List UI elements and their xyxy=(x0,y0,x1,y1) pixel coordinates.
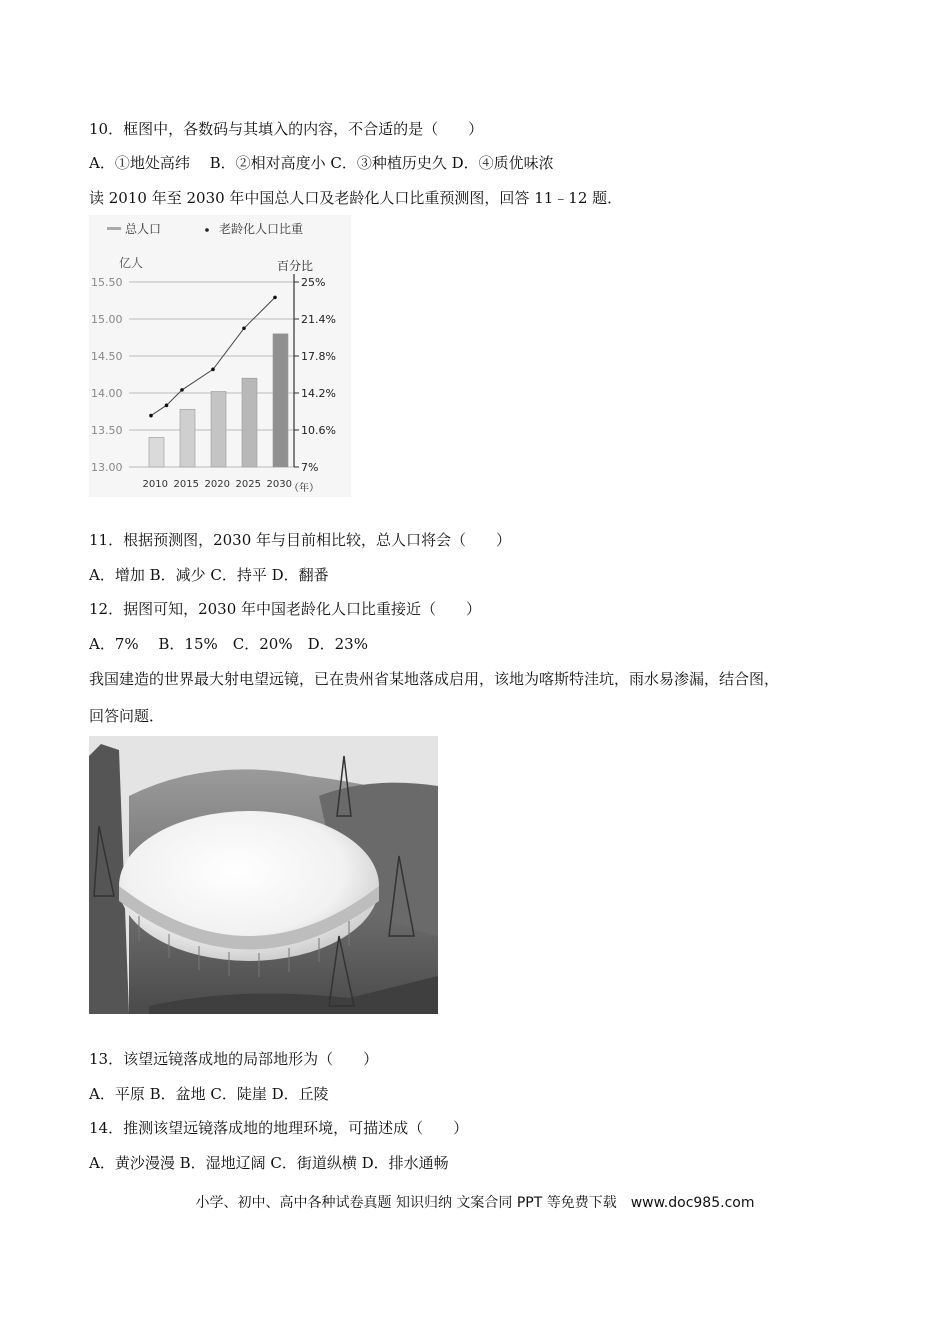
right-tick-label: 7% xyxy=(301,461,319,474)
y-left-label: 亿人 xyxy=(119,256,144,270)
question-14-options: A．黄沙漫漫 B．湿地辽阔 C．街道纵横 D．排水通畅 xyxy=(89,1154,449,1172)
y-right-label: 百分比 xyxy=(277,259,314,273)
right-tick-label: 10.6% xyxy=(301,424,336,437)
legend-aging: 老龄化人口比重 xyxy=(219,222,304,236)
aging-ratio-point xyxy=(273,296,277,300)
legend-swatch-aging xyxy=(205,228,209,232)
question-11-options: A．增加 B．减少 C．持平 D．翻番 xyxy=(89,566,329,584)
left-tick-label: 15.00 xyxy=(91,313,123,326)
aging-ratio-point xyxy=(180,388,184,392)
left-tick-label: 14.00 xyxy=(91,387,123,400)
aging-ratio-point xyxy=(242,326,246,330)
population-bar xyxy=(242,378,257,467)
left-tick-label: 13.00 xyxy=(91,461,123,474)
aging-ratio-point xyxy=(211,368,215,372)
question-13-stem: 13．该望远镜落成地的局部地形为（ ） xyxy=(89,1050,379,1068)
question-13-options: A．平原 B．盆地 C．陡崖 D．丘陵 xyxy=(89,1085,329,1103)
question-11-stem: 11．根据预测图，2030 年与目前相比较，总人口将会（ ） xyxy=(89,531,512,549)
x-tick-label: 2010 xyxy=(142,479,168,490)
question-10-options: A．①地处高纬 B．②相对高度小 C．③种植历史久 D．④质优味浓 xyxy=(89,154,554,172)
aging-ratio-point xyxy=(149,414,153,418)
x-unit-label: （年） xyxy=(289,483,319,494)
population-bar xyxy=(180,409,195,467)
question-12-options: A．7% B．15% C．20% D．23% xyxy=(89,635,368,653)
right-tick-label: 25% xyxy=(301,276,326,289)
x-tick-label: 2020 xyxy=(204,479,230,490)
photo-intro-line2: 回答问题． xyxy=(89,707,165,725)
left-tick-label: 13.50 xyxy=(91,424,123,437)
left-tick-label: 15.50 xyxy=(91,276,123,289)
right-tick-label: 14.2% xyxy=(301,387,336,400)
population-bar xyxy=(149,437,164,467)
left-tick-label: 14.50 xyxy=(91,350,123,363)
x-tick-label: 2015 xyxy=(173,479,199,490)
page-footer: 小学、初中、高中各种试卷真题 知识归纳 文案合同 PPT 等免费下载 www.doc985.com xyxy=(195,1195,755,1211)
telescope-illustration xyxy=(89,736,438,1014)
question-14-stem: 14．推测该望远镜落成地的地理环境，可描述成（ ） xyxy=(89,1119,469,1137)
right-tick-label: 21.4% xyxy=(301,313,336,326)
aging-ratio-point xyxy=(165,404,169,408)
legend-swatch-population xyxy=(107,227,121,230)
population-chart-svg xyxy=(89,215,351,497)
right-tick-label: 17.8% xyxy=(301,350,336,363)
population-bar xyxy=(211,392,226,467)
chart-intro: 读 2010 年至 2030 年中国总人口及老龄化人口比重预测图，回答 11﹣12 题． xyxy=(89,189,623,207)
x-tick-label: 2025 xyxy=(235,479,261,490)
x-tick-label: 2030 xyxy=(266,479,292,490)
question-12-stem: 12．据图可知，2030 年中国老龄化人口比重接近（ ） xyxy=(89,600,482,618)
legend-population: 总人口 xyxy=(125,222,162,236)
telescope-photo xyxy=(89,736,438,1014)
question-10-stem: 10．框图中，各数码与其填入的内容，不合适的是（ ） xyxy=(89,120,484,138)
population-bar xyxy=(273,334,288,467)
population-chart xyxy=(89,215,351,497)
photo-intro-line1: 我国建造的世界最大射电望远镜，已在贵州省某地落成启用，该地为喀斯特洼坑，雨水易渗漏，结合图， xyxy=(89,670,780,688)
